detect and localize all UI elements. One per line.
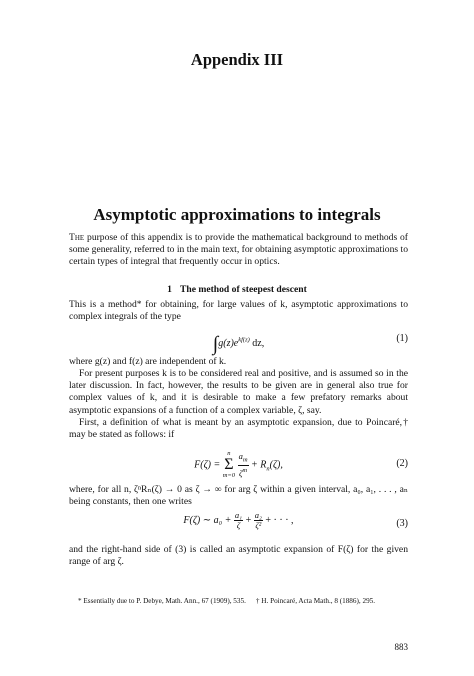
equation-3-body	[69, 511, 408, 530]
paragraph-3: For present purposes k is to be considered real and positive, and is assumed so in the later discussion. In fact, however, the results to be given are in general also true for complex values of k, and it is desirable to make a few prefatory remarks about asymptotic expansions of a function of a complex variable, ζ, say.	[69, 368, 408, 416]
equation-3	[69, 508, 408, 542]
equation-1-body	[69, 333, 408, 356]
paragraph-2: where g(z) and f(z) are independent of k.	[69, 356, 227, 367]
eq3-f2-den: ζ²	[255, 520, 262, 530]
eq2-rhs: + R	[248, 459, 267, 471]
section-number: 1	[167, 284, 172, 295]
eq2-fraction	[238, 452, 249, 478]
integral-sign: ∫	[212, 333, 219, 355]
sum-upper: n	[227, 450, 231, 457]
eq2-numer-sub: m	[242, 456, 248, 464]
equation-2-body	[69, 450, 408, 480]
eq3-plus: +	[243, 514, 254, 526]
chapter-title: Asymptotic approximations to integrals	[93, 205, 381, 224]
eq3-fraction-1	[234, 511, 243, 530]
equation-1	[69, 327, 408, 353]
intro-text: purpose of this appendix is to provide the mathematical background to methods of some generality, referred to in the main text, for obtaining asymptotic approximations to certain types of integral that frequently occur in optics.	[69, 232, 408, 268]
eq2-denom-sup: m	[242, 466, 248, 474]
sigma-icon: Σ	[224, 456, 234, 473]
eq2-rhs-sub: n	[266, 465, 270, 473]
eq3-tail: + · · · ,	[262, 514, 294, 526]
footnote-1: * Essentially due to P. Debye, Math. Ann., 67 (1909), 535.	[78, 597, 246, 605]
eq3-f2-num: a₂	[254, 510, 262, 520]
paragraph-6: and the right-hand side of (3) is called an asymptotic expansion of F(ζ) for the given range of arg ζ.	[69, 544, 408, 568]
section-heading	[0, 284, 474, 295]
intro-paragraph	[69, 232, 408, 269]
eq2-denom: ζ	[238, 467, 243, 478]
eq1-tail: dz,	[249, 338, 265, 349]
eq3-lhs: F(ζ) ∼ a₀ +	[183, 514, 232, 526]
eq2-numer: a	[238, 451, 243, 462]
sum-lower: m=0	[222, 472, 236, 479]
summation	[223, 450, 235, 480]
eq1-exponent: kf(z)	[238, 336, 250, 344]
equation-1-label: (1)	[396, 333, 408, 344]
appendix-heading: Appendix III	[190, 50, 284, 69]
eq2-lhs: F(ζ) =	[194, 459, 221, 471]
page-number: 883	[394, 642, 408, 652]
paragraph-1: This is a method* for obtaining, for large values of k, asymptotic approximations to complex integrals of the type	[69, 299, 408, 323]
paragraph-5: where, for all n, ζⁿRₙ(ζ) → 0 as ζ → ∞ for arg ζ within a given interval, a₀, a₁, . . . , aₙ being constants, then one writes	[69, 484, 408, 508]
equation-2	[69, 446, 408, 482]
footnote-2: † H. Poincaré, Acta Math., 8 (1886), 295.	[255, 597, 376, 605]
equation-2-label: (2)	[396, 458, 408, 469]
eq3-fraction-2	[254, 511, 263, 530]
eq3-f1-den: ζ	[236, 520, 241, 530]
paragraph-4: First, a definition of what is meant by an asymptotic expansion, due to Poincaré,† may be stated as follows: if	[69, 417, 408, 441]
eq2-rhs-tail: (ζ),	[269, 459, 283, 471]
intro-lead: The	[69, 232, 85, 243]
section-title: The method of steepest descent	[179, 284, 307, 295]
eq1-body: g(z)e	[218, 338, 239, 349]
equation-3-label: (3)	[396, 518, 408, 529]
footnotes	[78, 597, 418, 605]
eq3-f1-num: a₁	[234, 510, 243, 520]
